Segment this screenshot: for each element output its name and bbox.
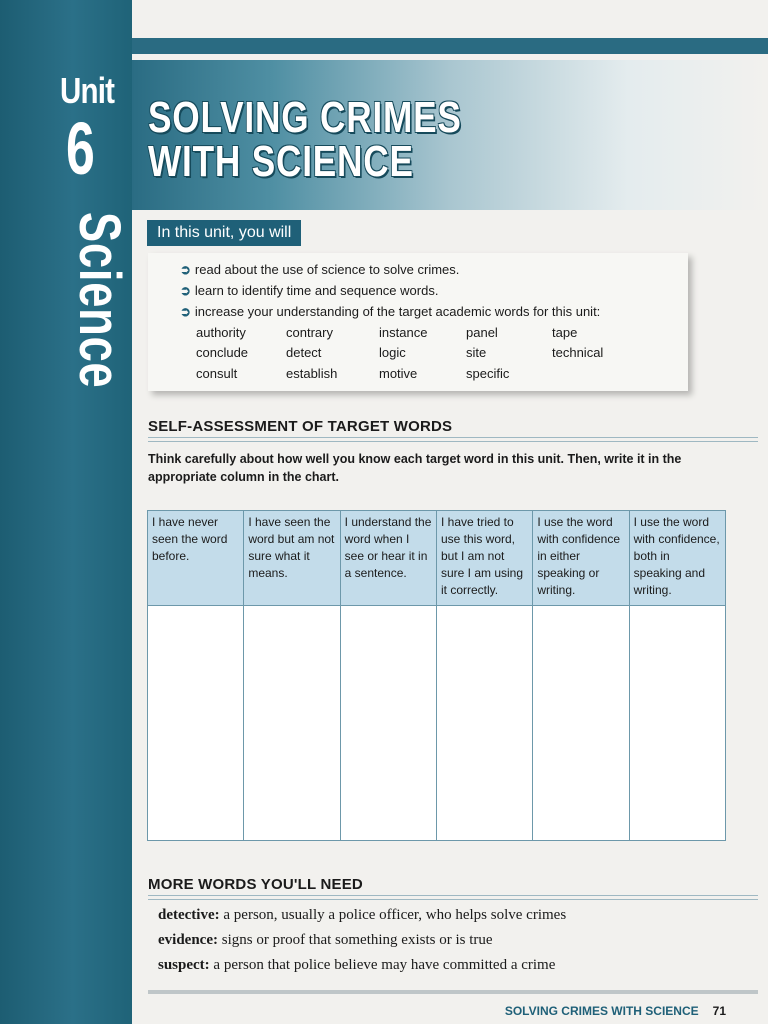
unit-label: Unit bbox=[60, 70, 115, 111]
goal-list bbox=[180, 259, 600, 322]
page-number: 71 bbox=[712, 1004, 726, 1018]
target-word: contrary bbox=[286, 325, 333, 340]
section-divider bbox=[148, 895, 758, 900]
chart-answer-row bbox=[148, 606, 726, 841]
target-word: consult bbox=[196, 366, 238, 381]
target-word: establish bbox=[286, 366, 338, 381]
chart-column-header: I understand the word when I see or hear it in a sentence. bbox=[340, 511, 436, 606]
vocabulary-entry: suspect: a person that police believe may have committed a crime bbox=[158, 957, 556, 973]
goal-item: ➲ increase your understanding of the target academic words for this unit: bbox=[180, 304, 601, 319]
target-word: tape bbox=[552, 325, 578, 340]
more-words-heading: MORE WORDS YOU'LL NEED bbox=[148, 876, 363, 893]
title-line-2: WITH SCIENCE bbox=[148, 137, 414, 186]
running-title: SOLVING CRIMES WITH SCIENCE bbox=[504, 1004, 699, 1018]
answer-cell[interactable] bbox=[340, 606, 436, 841]
target-word: motive bbox=[379, 366, 418, 381]
arrow-bullet-icon: ➲ bbox=[180, 283, 191, 298]
goal-item: ➲ read about the use of science to solve crimes. bbox=[180, 262, 460, 277]
unit-number: 6 bbox=[66, 107, 95, 190]
target-word: instance bbox=[379, 325, 428, 340]
answer-cell[interactable] bbox=[436, 606, 532, 841]
target-word: detect bbox=[286, 345, 322, 360]
goal-item: ➲ learn to identify time and sequence words. bbox=[180, 283, 439, 298]
target-word: logic bbox=[379, 345, 406, 360]
page-title bbox=[148, 93, 516, 186]
unit-subject: Science bbox=[67, 212, 132, 389]
answer-cell[interactable] bbox=[244, 606, 340, 841]
arrow-bullet-icon: ➲ bbox=[180, 304, 191, 319]
vocabulary-entry: detective: a person, usually a police officer, who helps solve crimes bbox=[158, 907, 567, 923]
chart-column-header: I use the word with confidence, both in speaking and writing. bbox=[629, 511, 725, 606]
target-word: authority bbox=[196, 325, 246, 340]
chart-column-header: I have tried to use this word, but I am not sure I am using it correctly. bbox=[436, 511, 532, 606]
chart-column-header: I have seen the word but am not sure what it means. bbox=[244, 511, 340, 606]
chart-header-row bbox=[148, 511, 726, 606]
target-word: panel bbox=[466, 325, 498, 340]
vocabulary-list bbox=[158, 903, 566, 978]
target-word: technical bbox=[552, 345, 604, 360]
footer-rule bbox=[148, 990, 758, 994]
target-word: site bbox=[466, 345, 487, 360]
vocabulary-entry: evidence: signs or proof that something exists or is true bbox=[158, 932, 493, 948]
unit-goals-box bbox=[148, 253, 688, 391]
self-assessment-heading: SELF-ASSESSMENT OF TARGET WORDS bbox=[148, 418, 453, 435]
answer-cell[interactable] bbox=[533, 606, 629, 841]
target-word: specific bbox=[466, 366, 510, 381]
chart-column-header: I use the word with confidence in either speaking or writing. bbox=[533, 511, 629, 606]
arrow-bullet-icon: ➲ bbox=[180, 262, 191, 277]
intro-tag: In this unit, you will bbox=[147, 220, 301, 246]
answer-cell[interactable] bbox=[148, 606, 244, 841]
unit-sidebar bbox=[0, 0, 132, 1024]
top-band bbox=[132, 38, 768, 54]
title-line-1: SOLVING CRIMES bbox=[148, 93, 462, 142]
section-divider bbox=[148, 437, 758, 442]
self-assessment-instructions: Think carefully about how well you know each target word in this unit. Then, write it in the appropriate column in the chart. bbox=[148, 452, 682, 484]
self-assessment-chart bbox=[147, 510, 726, 841]
chart-column-header: I have never seen the word before. bbox=[148, 511, 244, 606]
page-footer bbox=[505, 1004, 726, 1018]
answer-cell[interactable] bbox=[629, 606, 725, 841]
target-word: conclude bbox=[196, 345, 249, 360]
